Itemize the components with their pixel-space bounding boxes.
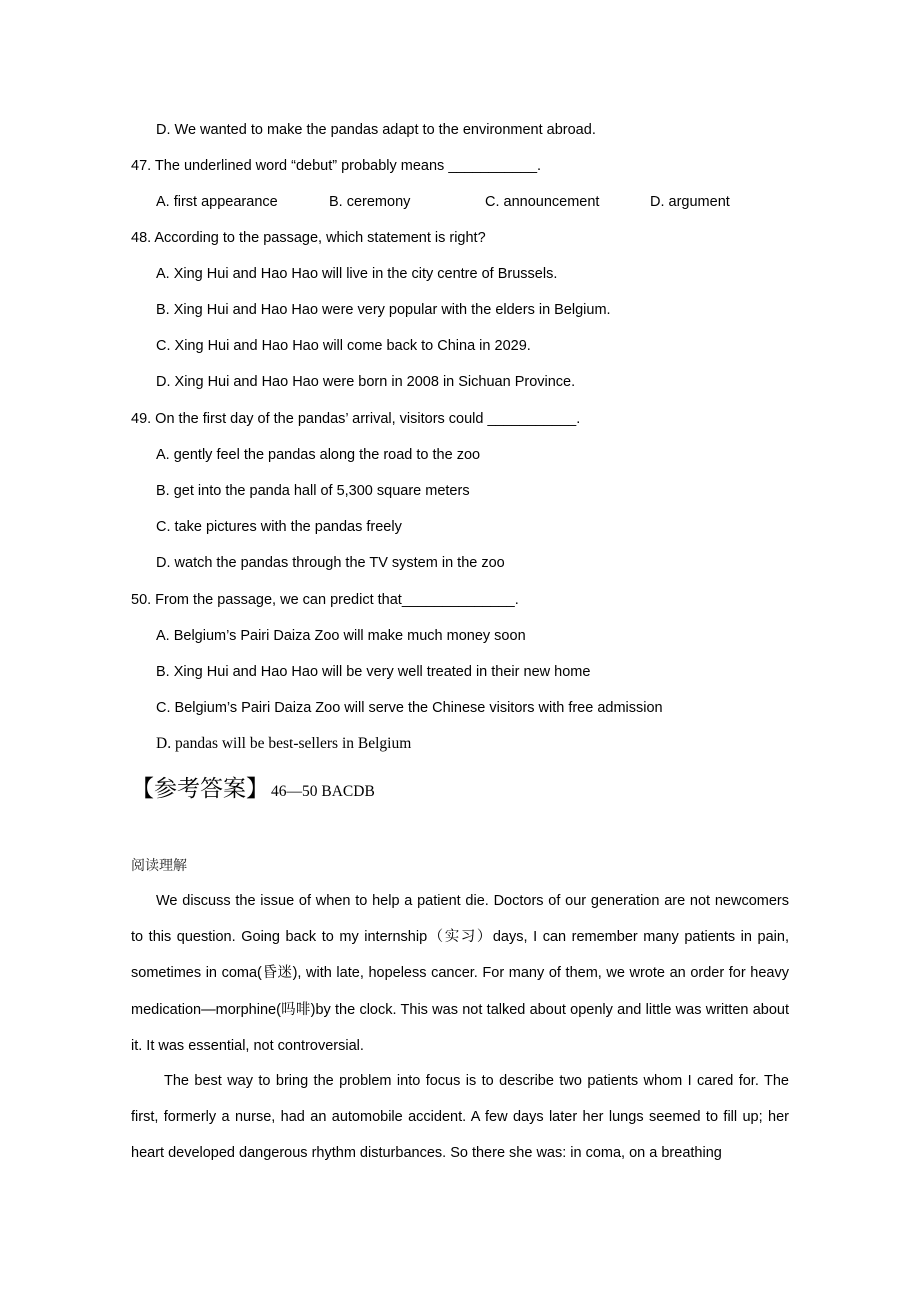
q50-stem: 50. From the passage, we can predict that______________.: [131, 592, 519, 608]
q49-option-a: A. gently feel the pandas along the road to the zoo: [156, 447, 481, 463]
answer-key-label: 【参考答案】: [131, 776, 269, 802]
q50-option-c: C. Belgium’s Pairi Daiza Zoo will serve the Chinese visitors with free admission: [156, 700, 663, 716]
q50-option-b: B. Xing Hui and Hao Hao will be very well treated in their new home: [156, 664, 591, 680]
q48-option-a: A. Xing Hui and Hao Hao will live in the city centre of Brussels.: [156, 266, 558, 282]
q47-option-c: C. announcement: [485, 194, 600, 210]
q47-options-row: [156, 192, 756, 212]
q48-stem: 48. According to the passage, which statement is right?: [131, 230, 486, 246]
q47-option-b: B. ceremony: [329, 194, 411, 210]
q50-option-d: D. pandas will be best-sellers in Belgium: [156, 735, 412, 752]
q48-option-d: D. Xing Hui and Hao Hao were born in 2008 in Sichuan Province.: [156, 374, 576, 390]
answer-key: [131, 774, 375, 804]
q46-option-d: D. We wanted to make the pandas adapt to the environment abroad.: [156, 122, 596, 138]
passage-paragraph-1: We discuss the issue of when to help a patient die. Doctors of our generation are not newcomers to this question. Going back to my internship（实习）days, I can remember many patients in pain, sometimes in coma(昏迷), with late, hopeless cancer. For many of them, we wrote an order for heavy medication—morphine(吗啡)by the clock. This was not talked about openly and little was written about it. It was essential, not controversial.: [131, 893, 789, 1054]
q47-option-d: D. argument: [650, 194, 730, 210]
q49-option-b: B. get into the panda hall of 5,300 square meters: [156, 483, 470, 499]
q50-option-a: A. Belgium’s Pairi Daiza Zoo will make much money soon: [156, 628, 526, 644]
q47-option-a: A. first appearance: [156, 194, 278, 210]
q49-option-d: D. watch the pandas through the TV system in the zoo: [156, 555, 505, 571]
section-title: 阅读理解: [131, 858, 187, 874]
q49-option-c: C. take pictures with the pandas freely: [156, 519, 402, 535]
answer-key-value: 46—50 BACDB: [271, 783, 375, 800]
passage-paragraph-2: The best way to bring the problem into focus is to describe two patients whom I cared for. The first, formerly a nurse, had an automobile accident. A few days later her lungs seemed to fill up; her heart developed dangerous rhythm disturbances. So there she was: in coma, on a breathing: [131, 1073, 789, 1162]
q48-option-c: C. Xing Hui and Hao Hao will come back to China in 2029.: [156, 338, 531, 354]
q48-option-b: B. Xing Hui and Hao Hao were very popular with the elders in Belgium.: [156, 302, 611, 318]
q49-stem: 49. On the first day of the pandas’ arrival, visitors could ___________.: [131, 411, 581, 427]
q47-stem: 47. The underlined word “debut” probably means ___________.: [131, 158, 542, 174]
